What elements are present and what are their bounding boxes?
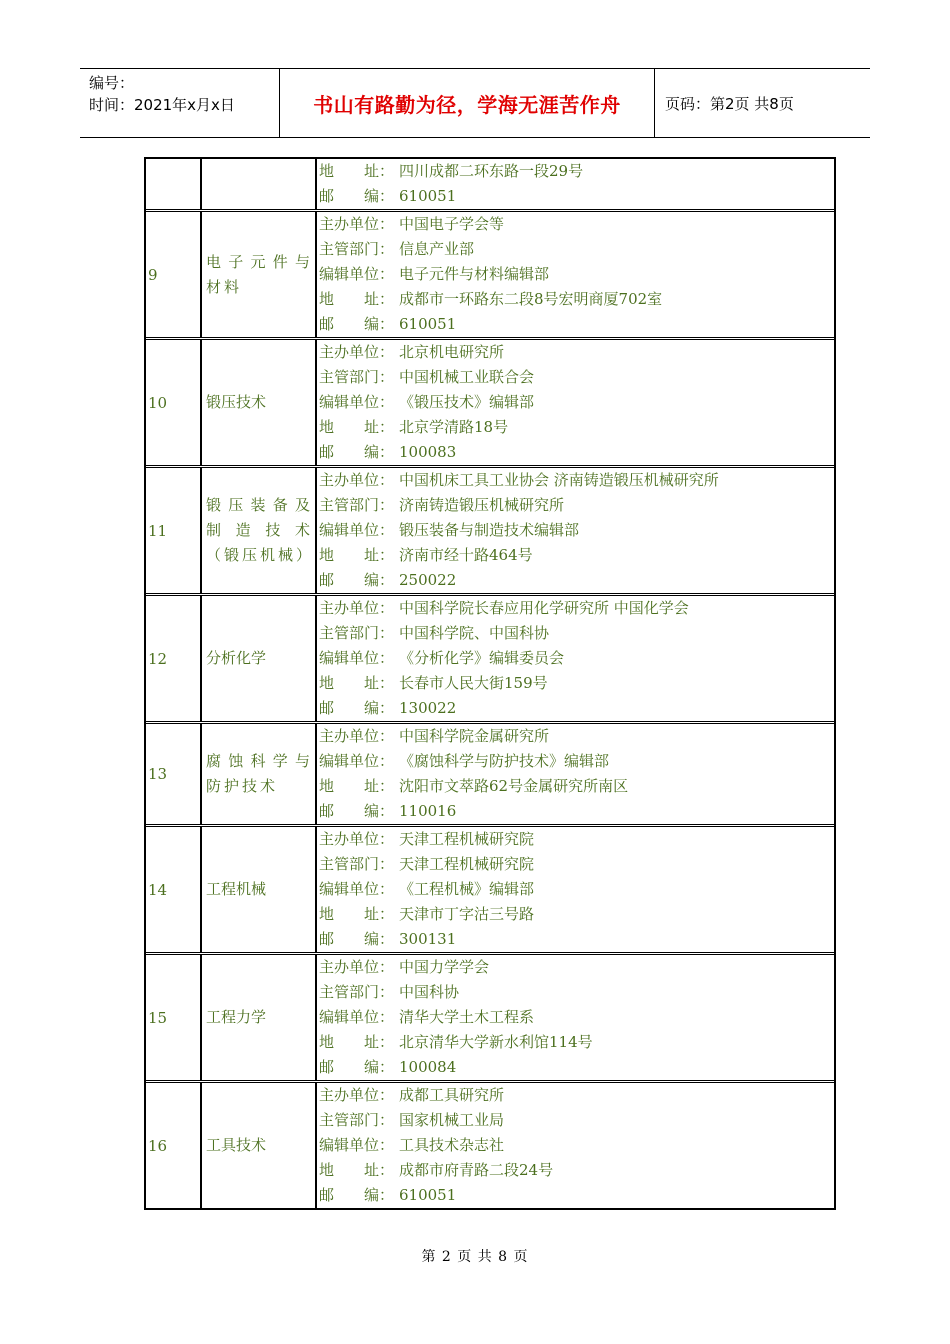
detail-label: 主管部门： bbox=[319, 624, 395, 642]
table-row bbox=[146, 1083, 834, 1208]
detail-label: 编辑单位： bbox=[319, 1008, 395, 1026]
detail-value: 国家机械工业局 bbox=[399, 1111, 505, 1129]
detail-value: 济南市经十路464号 bbox=[399, 546, 533, 564]
header-motto: 书山有路勤为径，学海无涯苦作舟 bbox=[280, 69, 655, 137]
detail-line bbox=[319, 468, 834, 493]
detail-value: 天津工程机械研究院 bbox=[399, 830, 535, 848]
detail-label: 主管部门： bbox=[319, 855, 395, 873]
detail-value: 清华大学土木工程系 bbox=[399, 1008, 535, 1026]
journal-name-cell: 分析化学 bbox=[202, 596, 317, 721]
detail-line bbox=[319, 902, 834, 927]
journal-number-cell: 13 bbox=[146, 724, 202, 824]
detail-label: 邮 编： bbox=[319, 930, 395, 948]
page-header bbox=[80, 68, 870, 138]
detail-value: 成都市一环路东二段8号宏明商厦702室 bbox=[399, 290, 663, 308]
detail-value: 中国科学院、中国科协 bbox=[399, 624, 550, 642]
detail-value: 《锻压技术》编辑部 bbox=[399, 393, 535, 411]
journal-name-cell: 锻压装备及制造技术（锻压机械） bbox=[202, 468, 317, 593]
detail-value: 300131 bbox=[399, 930, 457, 948]
detail-value: 长春市人民大街159号 bbox=[399, 674, 548, 692]
detail-label: 邮 编： bbox=[319, 187, 395, 205]
detail-label: 邮 编： bbox=[319, 1186, 395, 1204]
journal-name-cell bbox=[202, 159, 317, 209]
detail-line bbox=[319, 390, 834, 415]
journal-number-cell: 16 bbox=[146, 1083, 202, 1208]
detail-label: 主办单位： bbox=[319, 471, 395, 489]
detail-line bbox=[319, 1055, 834, 1080]
detail-value: 610051 bbox=[399, 1186, 457, 1204]
table-row bbox=[146, 827, 834, 955]
detail-line bbox=[319, 646, 834, 671]
detail-value: 中国科学院金属研究所 bbox=[399, 727, 550, 745]
table-row bbox=[146, 596, 834, 724]
detail-value: 中国机床工具工业协会 济南铸造锻压机械研究所 bbox=[399, 471, 719, 489]
journal-name-cell: 工程力学 bbox=[202, 955, 317, 1080]
detail-line bbox=[319, 749, 834, 774]
detail-value: 锻压装备与制造技术编辑部 bbox=[399, 521, 580, 539]
detail-line bbox=[319, 955, 834, 980]
detail-line bbox=[319, 927, 834, 952]
detail-label: 主管部门： bbox=[319, 496, 395, 514]
detail-value: 110016 bbox=[399, 802, 457, 820]
detail-value: 北京学清路18号 bbox=[399, 418, 509, 436]
detail-value: 北京机电研究所 bbox=[399, 343, 505, 361]
detail-label: 邮 编： bbox=[319, 443, 395, 461]
detail-line bbox=[319, 852, 834, 877]
table-row bbox=[146, 212, 834, 340]
detail-value: 天津市丁字沽三号路 bbox=[399, 905, 535, 923]
header-page-info: 页码：第2页 共8页 bbox=[665, 94, 794, 113]
journal-details-cell bbox=[317, 212, 834, 337]
detail-label: 邮 编： bbox=[319, 1058, 395, 1076]
detail-value: 100084 bbox=[399, 1058, 457, 1076]
doc-time-label: 时间：2021年x月x日 bbox=[89, 96, 235, 114]
journal-details-cell bbox=[317, 1083, 834, 1208]
detail-value: 610051 bbox=[399, 187, 457, 205]
detail-value: 100083 bbox=[399, 443, 457, 461]
detail-label: 主办单位： bbox=[319, 830, 395, 848]
detail-label: 编辑单位： bbox=[319, 649, 395, 667]
detail-label: 地 址： bbox=[319, 1161, 395, 1179]
detail-value: 电子元件与材料编辑部 bbox=[399, 265, 550, 283]
detail-line bbox=[319, 212, 834, 237]
detail-line bbox=[319, 543, 834, 568]
detail-line bbox=[319, 1005, 834, 1030]
journal-details-cell bbox=[317, 596, 834, 721]
detail-value: 中国力学学会 bbox=[399, 958, 490, 976]
detail-value: 信息产业部 bbox=[399, 240, 475, 258]
detail-line bbox=[319, 365, 834, 390]
detail-line bbox=[319, 237, 834, 262]
detail-label: 地 址： bbox=[319, 674, 395, 692]
journal-number-cell: 10 bbox=[146, 340, 202, 465]
detail-line bbox=[319, 312, 834, 337]
journal-name-cell: 工程机械 bbox=[202, 827, 317, 952]
journal-details-cell bbox=[317, 827, 834, 952]
doc-number-label: 编号： bbox=[89, 74, 135, 92]
detail-line bbox=[319, 774, 834, 799]
detail-label: 邮 编： bbox=[319, 315, 395, 333]
table-row bbox=[146, 159, 834, 212]
detail-label: 地 址： bbox=[319, 777, 395, 795]
table-row bbox=[146, 340, 834, 468]
detail-line bbox=[319, 1108, 834, 1133]
detail-line bbox=[319, 1133, 834, 1158]
journal-details-cell bbox=[317, 724, 834, 824]
detail-line bbox=[319, 1183, 834, 1208]
journal-name-cell: 电子元件与材料 bbox=[202, 212, 317, 337]
page-footer: 第 2 页 共 8 页 bbox=[421, 1249, 529, 1265]
journal-number-cell: 9 bbox=[146, 212, 202, 337]
detail-line bbox=[319, 671, 834, 696]
journal-details-cell bbox=[317, 340, 834, 465]
journal-number-cell: 14 bbox=[146, 827, 202, 952]
journal-number-cell: 12 bbox=[146, 596, 202, 721]
detail-line bbox=[319, 877, 834, 902]
detail-label: 邮 编： bbox=[319, 699, 395, 717]
detail-line bbox=[319, 159, 834, 184]
detail-line bbox=[319, 568, 834, 593]
journal-details-cell bbox=[317, 159, 834, 209]
detail-line bbox=[319, 184, 834, 209]
detail-label: 地 址： bbox=[319, 418, 395, 436]
detail-value: 中国电子学会等 bbox=[399, 215, 505, 233]
detail-value: 四川成都二环东路一段29号 bbox=[399, 162, 584, 180]
detail-line bbox=[319, 596, 834, 621]
table-row bbox=[146, 468, 834, 596]
journal-details-cell bbox=[317, 468, 834, 593]
detail-value: 130022 bbox=[399, 699, 457, 717]
detail-label: 邮 编： bbox=[319, 802, 395, 820]
detail-label: 地 址： bbox=[319, 162, 395, 180]
detail-label: 编辑单位： bbox=[319, 752, 395, 770]
detail-value: 《腐蚀科学与防护技术》编辑部 bbox=[399, 752, 610, 770]
detail-label: 主管部门： bbox=[319, 240, 395, 258]
detail-value: 天津工程机械研究院 bbox=[399, 855, 535, 873]
detail-line bbox=[319, 980, 834, 1005]
detail-label: 编辑单位： bbox=[319, 265, 395, 283]
detail-value: 250022 bbox=[399, 571, 457, 589]
journal-number-cell bbox=[146, 159, 202, 209]
detail-value: 成都工具研究所 bbox=[399, 1086, 505, 1104]
detail-line bbox=[319, 340, 834, 365]
detail-label: 主管部门： bbox=[319, 1111, 395, 1129]
detail-label: 编辑单位： bbox=[319, 880, 395, 898]
detail-line bbox=[319, 440, 834, 465]
detail-label: 编辑单位： bbox=[319, 1136, 395, 1154]
detail-label: 主办单位： bbox=[319, 599, 395, 617]
detail-line bbox=[319, 493, 834, 518]
detail-value: 沈阳市文萃路62号金属研究所南区 bbox=[399, 777, 629, 795]
detail-label: 主办单位： bbox=[319, 727, 395, 745]
detail-label: 主办单位： bbox=[319, 343, 395, 361]
detail-value: 中国科学院长春应用化学研究所 中国化学会 bbox=[399, 599, 689, 617]
detail-line bbox=[319, 724, 834, 749]
journal-name-cell: 腐蚀科学与防护技术 bbox=[202, 724, 317, 824]
detail-line bbox=[319, 827, 834, 852]
journal-name-cell: 工具技术 bbox=[202, 1083, 317, 1208]
journal-name-cell: 锻压技术 bbox=[202, 340, 317, 465]
detail-value: 中国科协 bbox=[399, 983, 460, 1001]
detail-label: 地 址： bbox=[319, 905, 395, 923]
detail-label: 主办单位： bbox=[319, 958, 395, 976]
detail-value: 《工程机械》编辑部 bbox=[399, 880, 535, 898]
detail-line bbox=[319, 415, 834, 440]
detail-value: 《分析化学》编辑委员会 bbox=[399, 649, 565, 667]
detail-label: 主办单位： bbox=[319, 1086, 395, 1104]
detail-line bbox=[319, 262, 834, 287]
detail-line bbox=[319, 1158, 834, 1183]
detail-value: 北京清华大学新水利馆114号 bbox=[399, 1033, 593, 1051]
detail-label: 主管部门： bbox=[319, 368, 395, 386]
detail-label: 主管部门： bbox=[319, 983, 395, 1001]
journal-details-cell bbox=[317, 955, 834, 1080]
detail-line bbox=[319, 696, 834, 721]
detail-label: 地 址： bbox=[319, 1033, 395, 1051]
journal-table bbox=[144, 157, 836, 1210]
journal-number-cell: 15 bbox=[146, 955, 202, 1080]
detail-line bbox=[319, 621, 834, 646]
header-meta bbox=[80, 69, 280, 137]
detail-value: 济南铸造锻压机械研究所 bbox=[399, 496, 565, 514]
detail-value: 工具技术杂志社 bbox=[399, 1136, 505, 1154]
table-row bbox=[146, 955, 834, 1083]
detail-line bbox=[319, 1083, 834, 1108]
detail-value: 中国机械工业联合会 bbox=[399, 368, 535, 386]
detail-line bbox=[319, 518, 834, 543]
detail-label: 主办单位： bbox=[319, 215, 395, 233]
detail-line bbox=[319, 1030, 834, 1055]
detail-line bbox=[319, 799, 834, 824]
detail-line bbox=[319, 287, 834, 312]
detail-label: 编辑单位： bbox=[319, 393, 395, 411]
detail-value: 610051 bbox=[399, 315, 457, 333]
journal-number-cell: 11 bbox=[146, 468, 202, 593]
table-row bbox=[146, 724, 834, 827]
detail-value: 成都市府青路二段24号 bbox=[399, 1161, 554, 1179]
detail-label: 地 址： bbox=[319, 546, 395, 564]
detail-label: 编辑单位： bbox=[319, 521, 395, 539]
detail-label: 地 址： bbox=[319, 290, 395, 308]
detail-label: 邮 编： bbox=[319, 571, 395, 589]
